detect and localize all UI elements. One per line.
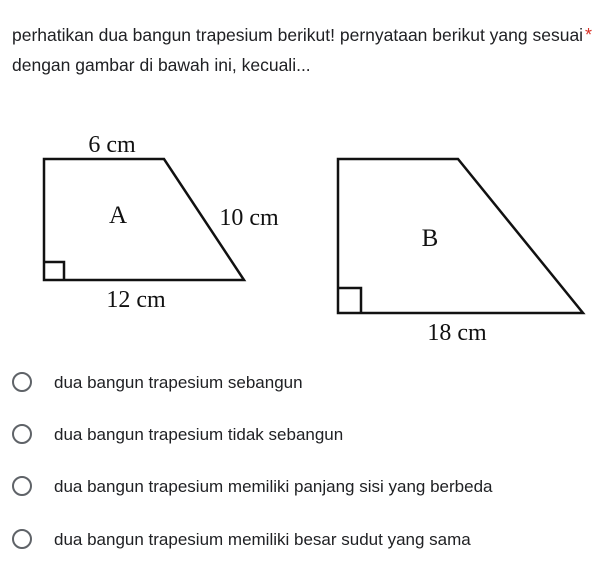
option-label: dua bangun trapesium tidak sebangun	[54, 425, 344, 444]
trapezoid-figure-svg	[0, 120, 609, 360]
trapezoid-a-name: A	[108, 202, 128, 229]
trapezoid-figure	[0, 120, 609, 360]
option-4[interactable]	[0, 519, 609, 563]
trapezoid-a-top-label: 6 cm	[88, 132, 136, 158]
option-2[interactable]	[0, 414, 609, 458]
trapezoid-a-bottom-label: 12 cm	[106, 287, 166, 313]
right-angle-marker-a	[44, 262, 64, 280]
question-text: perhatikan dua bangun trapesium berikut! pernyataan berikut yang sesuai dengan gambar di bawah ini, kecuali...	[12, 25, 584, 75]
option-label: dua bangun trapesium sebangun	[54, 373, 303, 392]
radio-button-icon[interactable]	[12, 372, 32, 392]
trapezoid-a-shape	[44, 159, 244, 280]
trapezoid-a	[44, 132, 279, 313]
option-3[interactable]	[0, 466, 609, 510]
option-1[interactable]	[0, 362, 609, 406]
trapezoid-a-slant-label: 10 cm	[219, 205, 279, 231]
trapezoid-b-shape	[338, 159, 583, 313]
required-marker: *	[585, 25, 593, 45]
trapezoid-b-name: B	[421, 225, 439, 252]
option-label: dua bangun trapesium memiliki panjang sisi yang berbeda	[54, 477, 493, 496]
radio-button-icon[interactable]	[12, 529, 32, 549]
trapezoid-b-bottom-label: 18 cm	[427, 320, 487, 346]
right-angle-marker-b	[338, 288, 361, 313]
trapezoid-b	[338, 159, 583, 346]
radio-button-icon[interactable]	[12, 476, 32, 496]
radio-button-icon[interactable]	[12, 424, 32, 444]
option-label: dua bangun trapesium memiliki besar sudut yang sama	[54, 530, 471, 549]
